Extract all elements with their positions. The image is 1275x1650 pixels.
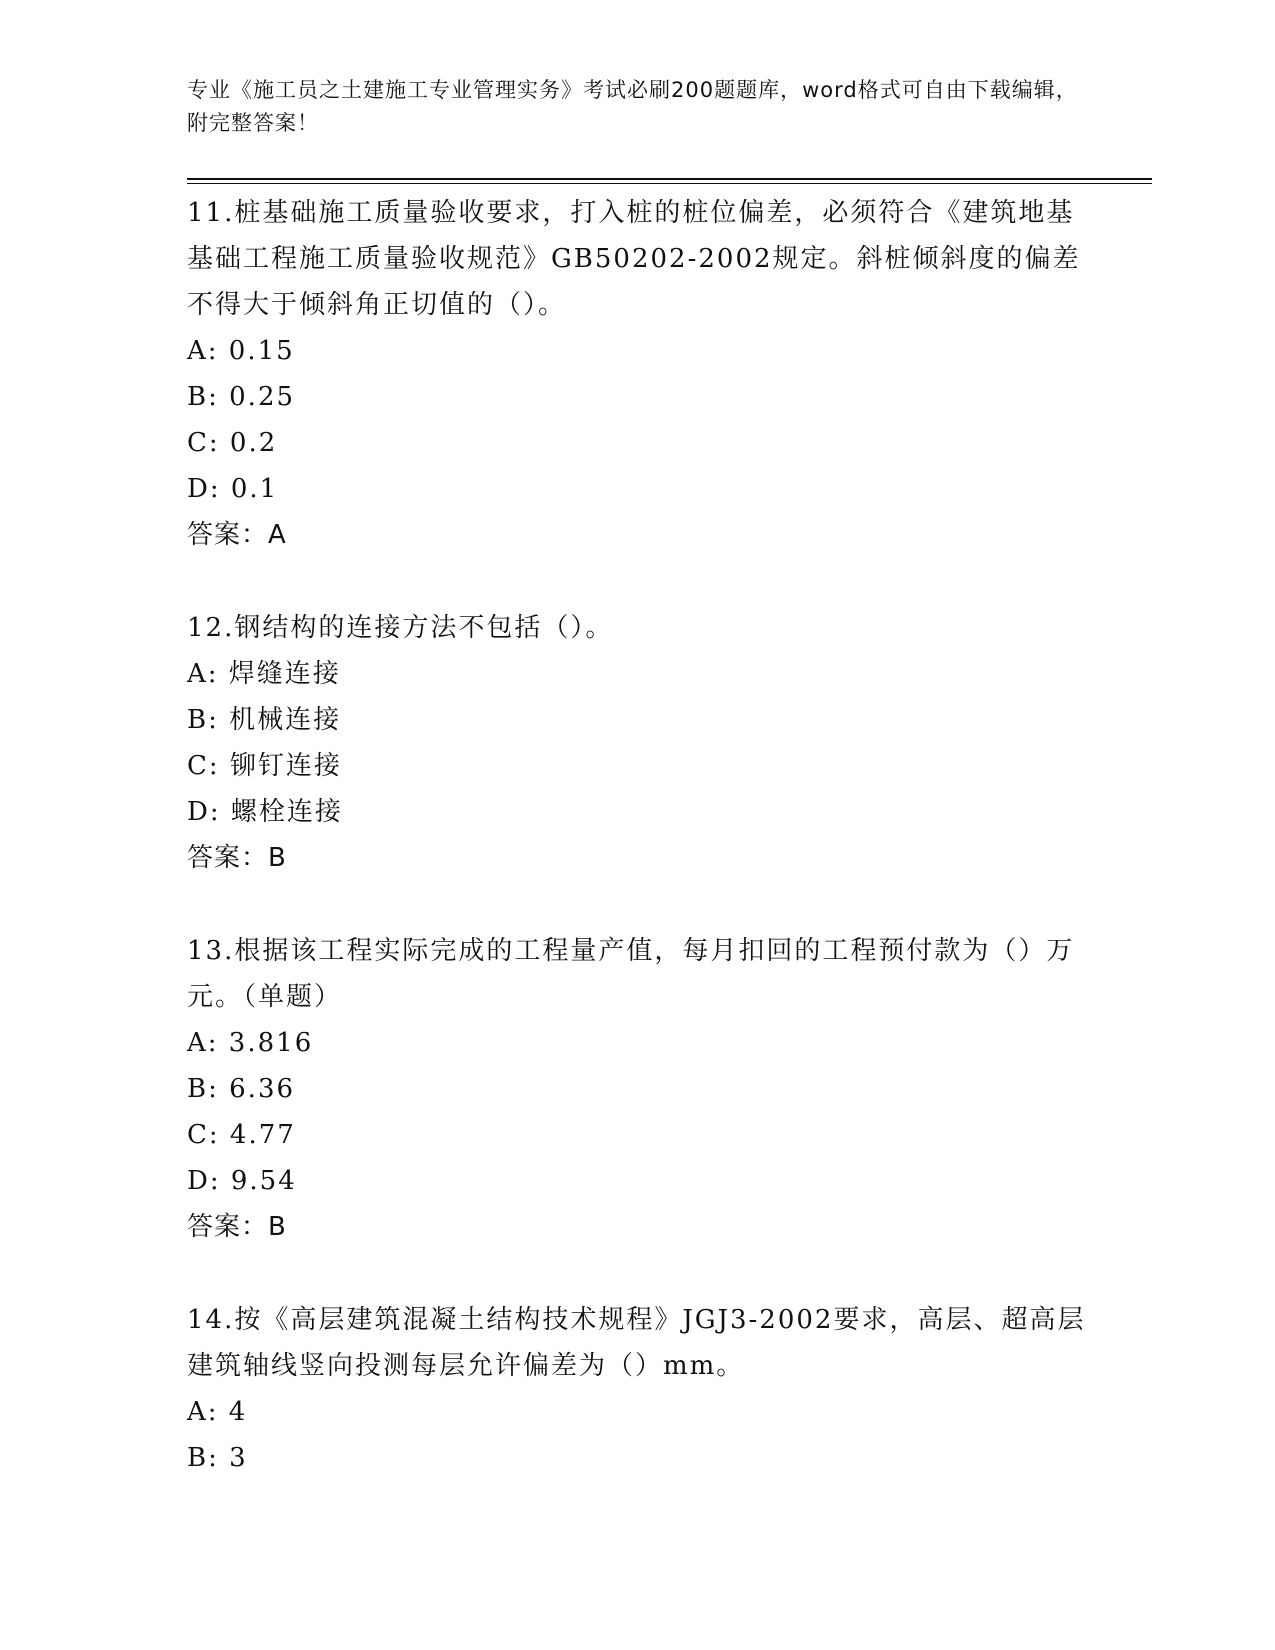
question-11 <box>187 190 1087 558</box>
option-a: A: 0.15 <box>187 336 295 366</box>
option-c: C: 铆钉连接 <box>187 751 342 781</box>
document-header: 专业《施工员之土建施工专业管理实务》考试必刷200题题库，word格式可自由下载编辑，附完整答案！ <box>187 78 1078 135</box>
question-list <box>187 190 1087 1528</box>
option-a: A: 4 <box>187 1397 248 1427</box>
question-text: 13.根据该工程实际完成的工程量产值，每月扣回的工程预付款为（）万元。（单题） <box>187 936 1075 1012</box>
answer-line: 答案：B <box>187 843 287 873</box>
option-c: C: 4.77 <box>187 1120 296 1150</box>
option-d: D: 螺栓连接 <box>187 797 343 827</box>
option-a: A: 焊缝连接 <box>187 659 341 689</box>
header-rule-thin <box>187 183 1152 184</box>
option-c: C: 0.2 <box>187 428 278 458</box>
question-13 <box>187 928 1087 1250</box>
answer-line: 答案：A <box>187 520 287 550</box>
option-b: B: 3 <box>187 1443 248 1473</box>
option-a: A: 3.816 <box>187 1028 314 1058</box>
answer-line: 答案：B <box>187 1212 287 1242</box>
option-b: B: 0.25 <box>187 382 296 412</box>
option-d: D: 0.1 <box>187 474 279 504</box>
question-14 <box>187 1297 1087 1481</box>
question-text: 14.按《高层建筑混凝土结构技术规程》JGJ3-2002要求，高层、超高层建筑轴线竖向投测每层允许偏差为（）mm。 <box>187 1305 1086 1381</box>
question-text: 12.钢结构的连接方法不包括（）。 <box>187 613 614 643</box>
option-d: D: 9.54 <box>187 1166 297 1196</box>
option-b: B: 机械连接 <box>187 705 342 735</box>
header-rule-thick <box>187 178 1152 180</box>
option-b: B: 6.36 <box>187 1074 296 1104</box>
question-12 <box>187 605 1087 881</box>
question-text: 11.桩基础施工质量验收要求，打入桩的桩位偏差，必须符合《建筑地基基础工程施工质量验收规范》GB50202-2002规定。斜桩倾斜度的偏差不得大于倾斜角正切值的（）。 <box>187 198 1081 320</box>
